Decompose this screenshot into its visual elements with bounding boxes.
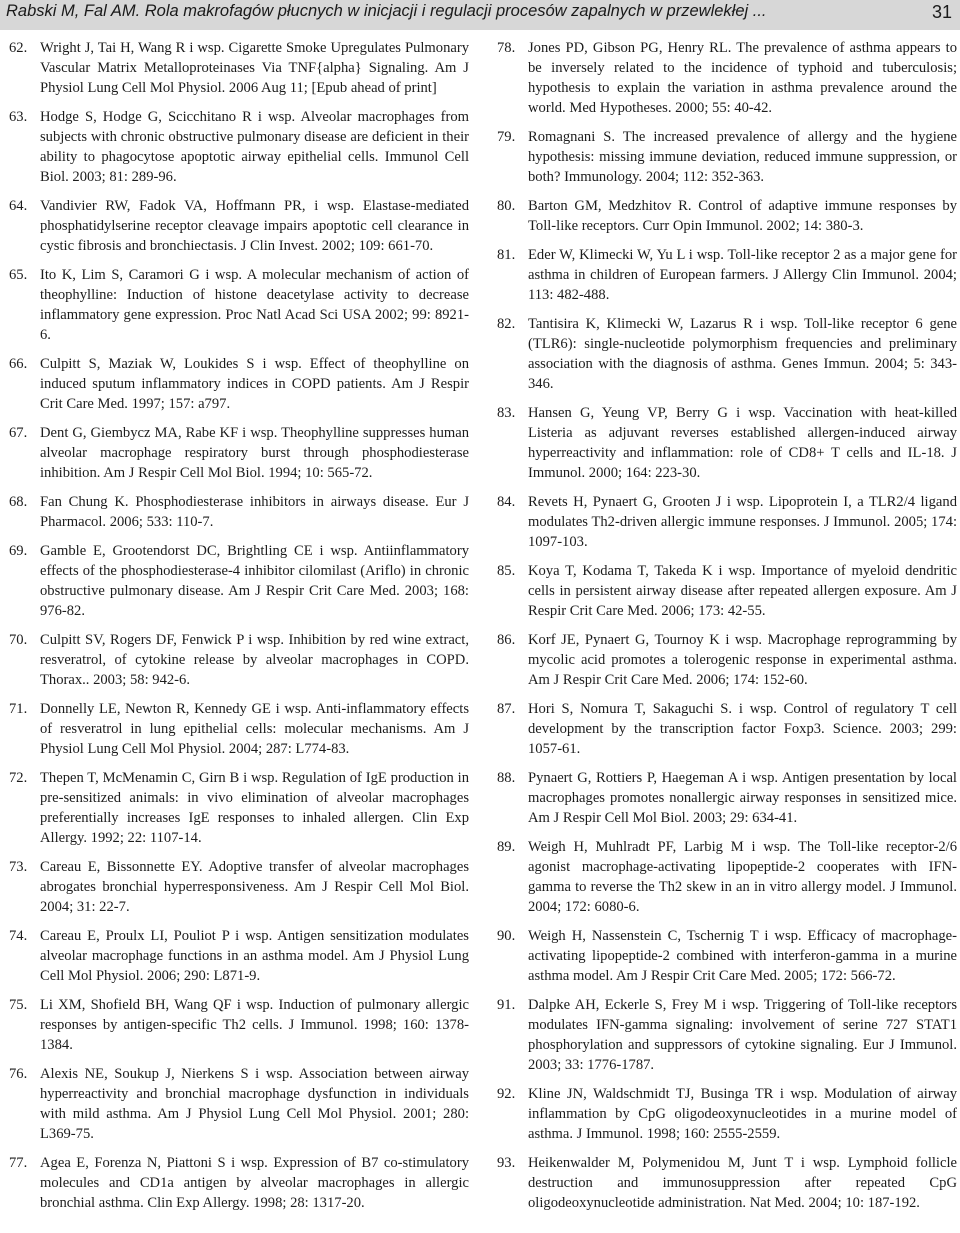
reference-text: Tantisira K, Klimecki W, Lazarus R i wsp. Toll-like receptor 6 gene (TLR6): single-nucleotide polymorphism frequencies and preliminary association with the diagnosis of asthma. Genes Immun. 2004; 5: 343-346. — [528, 316, 957, 392]
reference-text: Dalpke AH, Eckerle S, Frey M i wsp. Triggering of Toll-like receptors modulates IFN-gamma signaling: involvement of serine 727 STAT1 phosphorylation and suppressors of cytokine signaling. Eur J Immunol. 2003; 33: 1776-1787. — [528, 997, 957, 1073]
reference-item — [9, 699, 469, 759]
reference-item — [497, 245, 957, 305]
reference-item — [9, 1153, 469, 1213]
reference-item — [497, 1084, 957, 1144]
reference-item — [497, 768, 957, 828]
reference-number: 78. — [497, 40, 516, 56]
reference-number: 75. — [9, 997, 28, 1013]
reference-number: 88. — [497, 770, 516, 786]
reference-item — [9, 995, 469, 1055]
reference-text: Dent G, Giembycz MA, Rabe KF i wsp. Theophylline suppresses human alveolar macrophage respiratory burst through phosphodiesterase inhibition. Am J Respir Cell Mol Biol. 1994; 10: 565-72. — [40, 425, 469, 481]
reference-item — [9, 857, 469, 917]
running-title: Rabski M, Fal AM. Rola makrofagów płucnych w inicjacji i regulacji procesów zapalnych w przewlekłej ... — [6, 2, 767, 20]
reference-text: Culpitt SV, Rogers DF, Fenwick P i wsp. Inhibition by red wine extract, resveratrol, of cytokine release by alveolar macrophages in COPD. Thorax.. 2003; 58: 942-6. — [40, 632, 469, 688]
reference-item — [9, 768, 469, 848]
reference-number: 93. — [497, 1155, 516, 1171]
reference-item — [9, 1064, 469, 1144]
reference-number: 69. — [9, 543, 28, 559]
reference-number: 77. — [9, 1155, 28, 1171]
reference-text: Weigh H, Nassenstein C, Tschernig T i wsp. Efficacy of macrophage-activating lipopeptide-2 combined with interferon-gamma in a murine asthma model. Am J Respir Crit Care Med. 2005; 172: 566-72. — [528, 928, 957, 984]
reference-number: 84. — [497, 494, 516, 510]
reference-number: 89. — [497, 839, 516, 855]
reference-number: 82. — [497, 316, 516, 332]
reference-item — [9, 265, 469, 345]
reference-item — [497, 699, 957, 759]
reference-text: Hansen G, Yeung VP, Berry G i wsp. Vaccination with heat-killed Listeria as adjuvant reverses established allergen-induced airway hyperreactivity and inflammation: role of CD8+ T cells and IL-18. J Immunol. 2000; 164: 223-30. — [528, 405, 957, 481]
reference-text: Careau E, Bissonnette EY. Adoptive transfer of alveolar macrophages abrogates bronchial hyperresponsiveness. Am J Respir Cell Mol Biol. 2004; 31: 22-7. — [40, 859, 469, 915]
reference-item — [497, 492, 957, 552]
reference-item — [497, 196, 957, 236]
reference-text: Romagnani S. The increased prevalence of allergy and the hygiene hypothesis: missing immune deviation, reduced immune suppression, or both? Immunology. 2004; 112: 352-363. — [528, 129, 957, 185]
reference-number: 62. — [9, 40, 28, 56]
reference-text: Ito K, Lim S, Caramori G i wsp. A molecular mechanism of action of theophylline: Induction of histone deacetylase activity to decrease inflammatory gene expression. Proc Natl Acad Sci USA 2002; 99: 8921-6. — [40, 267, 469, 343]
reference-item — [9, 38, 469, 98]
reference-text: Barton GM, Medzhitov R. Control of adaptive immune responses by Toll-like receptors. Curr Opin Immunol. 2002; 14: 380-3. — [528, 198, 957, 234]
reference-text: Hori S, Nomura T, Sakaguchi S. i wsp. Control of regulatory T cell development by the transcription factor Foxp3. Science. 2003; 299: 1057-61. — [528, 701, 957, 757]
reference-text: Thepen T, McMenamin C, Girn B i wsp. Regulation of IgE production in pre-sensitized animals: in vivo elimination of alveolar macrophages preferentially increases IgE responses to inhaled allergen. Clin Exp Allergy. 1992; 22: 1107-14. — [40, 770, 469, 846]
reference-number: 74. — [9, 928, 28, 944]
reference-number: 79. — [497, 129, 516, 145]
reference-number: 91. — [497, 997, 516, 1013]
reference-item — [497, 314, 957, 394]
reference-number: 63. — [9, 109, 28, 125]
reference-item — [497, 38, 957, 118]
reference-number: 92. — [497, 1086, 516, 1102]
reference-text: Jones PD, Gibson PG, Henry RL. The prevalence of asthma appears to be inversely related to the incidence of typhoid and tuberculosis; hypothesis to explain the variation in asthma prevalence around the world. Med Hypotheses. 2000; 55: 40-42. — [528, 40, 957, 116]
reference-text: Koya T, Kodama T, Takeda K i wsp. Importance of myeloid dendritic cells in persistent airway disease after repeated allergen exposure. Am J Respir Crit Care Med. 2006; 173: 42-55. — [528, 563, 957, 619]
reference-text: Pynaert G, Rottiers P, Haegeman A i wsp. Antigen presentation by local macrophages promotes nonallergic airway responses in sensitized mice. Am J Respir Cell Mol Biol. 2003; 29: 634-41. — [528, 770, 957, 826]
reference-item — [497, 561, 957, 621]
reference-text: Weigh H, Muhlradt PF, Larbig M i wsp. The Toll-like receptor-2/6 agonist macrophage-activating lipopeptide-2 cooperates with IFN-gamma to reverse the Th2 skew in an in vitro allergy model. J Immunol. 2004; 172: 6080-6. — [528, 839, 957, 915]
reference-text: Agea E, Forenza N, Piattoni S i wsp. Expression of B7 co-stimulatory molecules and CD1a antigen by alveolar macrophages in allergic bronchial asthma. Clin Exp Allergy. 1998; 28: 1317-20. — [40, 1155, 469, 1211]
reference-item — [9, 492, 469, 532]
reference-number: 90. — [497, 928, 516, 944]
reference-item — [497, 403, 957, 483]
reference-number: 72. — [9, 770, 28, 786]
reference-item — [9, 423, 469, 483]
reference-item — [9, 107, 469, 187]
reference-text: Revets H, Pynaert G, Grooten J i wsp. Lipoprotein I, a TLR2/4 ligand modulates Th2-driven allergic immune responses. J Immunol. 2005; 174: 1097-103. — [528, 494, 957, 550]
reference-item — [9, 196, 469, 256]
reference-item — [9, 926, 469, 986]
running-header — [0, 0, 960, 30]
reference-item — [497, 995, 957, 1075]
reference-item — [9, 541, 469, 621]
reference-text: Li XM, Shofield BH, Wang QF i wsp. Induction of pulmonary allergic responses by antigen-specific Th2 cells. J Immunol. 1998; 160: 1378-1384. — [40, 997, 469, 1053]
reference-text: Hodge S, Hodge G, Scicchitano R i wsp. Alveolar macrophages from subjects with chronic obstructive pulmonary disease are deficient in their ability to phagocytose apoptotic airway epithelial cells. Immunol Cell Biol. 2003; 81: 289-96. — [40, 109, 469, 185]
reference-text: Heikenwalder M, Polymenidou M, Junt T i wsp. Lymphoid follicle destruction and immunosuppression after repeated CpG oligodeoxynucleotide administration. Nat Med. 2004; 10: 187-192. — [528, 1155, 957, 1211]
reference-number: 85. — [497, 563, 516, 579]
reference-number: 73. — [9, 859, 28, 875]
reference-number: 71. — [9, 701, 28, 717]
reference-number: 67. — [9, 425, 28, 441]
reference-item — [497, 1153, 957, 1213]
reference-text: Wright J, Tai H, Wang R i wsp. Cigarette Smoke Upregulates Pulmonary Vascular Matrix Metalloproteinases Via TNF{alpha} Signaling. Am J Physiol Lung Cell Mol Physiol. 2006 Aug 11; [Epub ahead of print] — [40, 40, 469, 96]
reference-number: 66. — [9, 356, 28, 372]
reference-number: 81. — [497, 247, 516, 263]
reference-text: Fan Chung K. Phosphodiesterase inhibitors in airways disease. Eur J Pharmacol. 2006; 533: 110-7. — [40, 494, 469, 530]
reference-text: Vandivier RW, Fadok VA, Hoffmann PR, i wsp. Elastase-mediated phosphatidylserine receptor cleavage impairs apoptotic cell clearance in cystic fibrosis and bronchiectasis. J Clin Invest. 2002; 109: 661-70. — [40, 198, 469, 254]
reference-item — [9, 630, 469, 690]
reference-text: Korf JE, Pynaert G, Tournoy K i wsp. Macrophage reprogramming by mycolic acid promotes a tolerogenic response in experimental asthma. Am J Respir Crit Care Med. 2006; 174: 152-60. — [528, 632, 957, 688]
reference-text: Careau E, Proulx LI, Pouliot P i wsp. Antigen sensitization modulates alveolar macrophage functions in an asthma model. Am J Physiol Lung Cell Mol Physiol. 2006; 290: L871-9. — [40, 928, 469, 984]
reference-text: Donnelly LE, Newton R, Kennedy GE i wsp. Anti-inflammatory effects of resveratrol in lung epithelial cells: molecular mechanisms. Am J Physiol Lung Cell Mol Physiol. 2004; 287: L774-83. — [40, 701, 469, 757]
reference-item — [9, 354, 469, 414]
reference-text: Alexis NE, Soukup J, Nierkens S i wsp. Association between airway hyperreactivity and bronchial macrophage dysfunction in individuals with mild asthma. Am J Physiol Lung Cell Mol Physiol. 2001; 280: L369-75. — [40, 1066, 469, 1142]
reference-number: 80. — [497, 198, 516, 214]
reference-number: 83. — [497, 405, 516, 421]
reference-text: Eder W, Klimecki W, Yu L i wsp. Toll-like receptor 2 as a major gene for asthma in children of European farmers. J Allergy Clin Immunol. 2004; 113: 482-488. — [528, 247, 957, 303]
reference-text: Gamble E, Grootendorst DC, Brightling CE i wsp. Antiinflammatory effects of the phosphodiesterase-4 inhibitor cilomilast (Ariflo) in chronic obstructive pulmonary disease. Am J Respir Crit Care Med. 2003; 168: 976-82. — [40, 543, 469, 619]
references-left-column — [9, 38, 469, 1222]
reference-number: 76. — [9, 1066, 28, 1082]
reference-text: Culpitt S, Maziak W, Loukides S i wsp. Effect of theophylline on induced sputum inflammatory indices in COPD patients. Am J Respir Crit Care Med. 1997; 157: a797. — [40, 356, 469, 412]
page-number: 31 — [931, 2, 952, 22]
references-right-column — [497, 38, 957, 1222]
reference-item — [497, 926, 957, 986]
reference-item — [497, 127, 957, 187]
reference-number: 68. — [9, 494, 28, 510]
reference-text: Kline JN, Waldschmidt TJ, Businga TR i wsp. Modulation of airway inflammation by CpG oligodeoxynucleotides in a murine model of asthma. J Immunol. 1998; 160: 2555-2559. — [528, 1086, 957, 1142]
reference-item — [497, 630, 957, 690]
reference-item — [497, 837, 957, 917]
reference-number: 86. — [497, 632, 516, 648]
reference-number: 70. — [9, 632, 28, 648]
reference-number: 65. — [9, 267, 28, 283]
reference-number: 64. — [9, 198, 28, 214]
reference-number: 87. — [497, 701, 516, 717]
